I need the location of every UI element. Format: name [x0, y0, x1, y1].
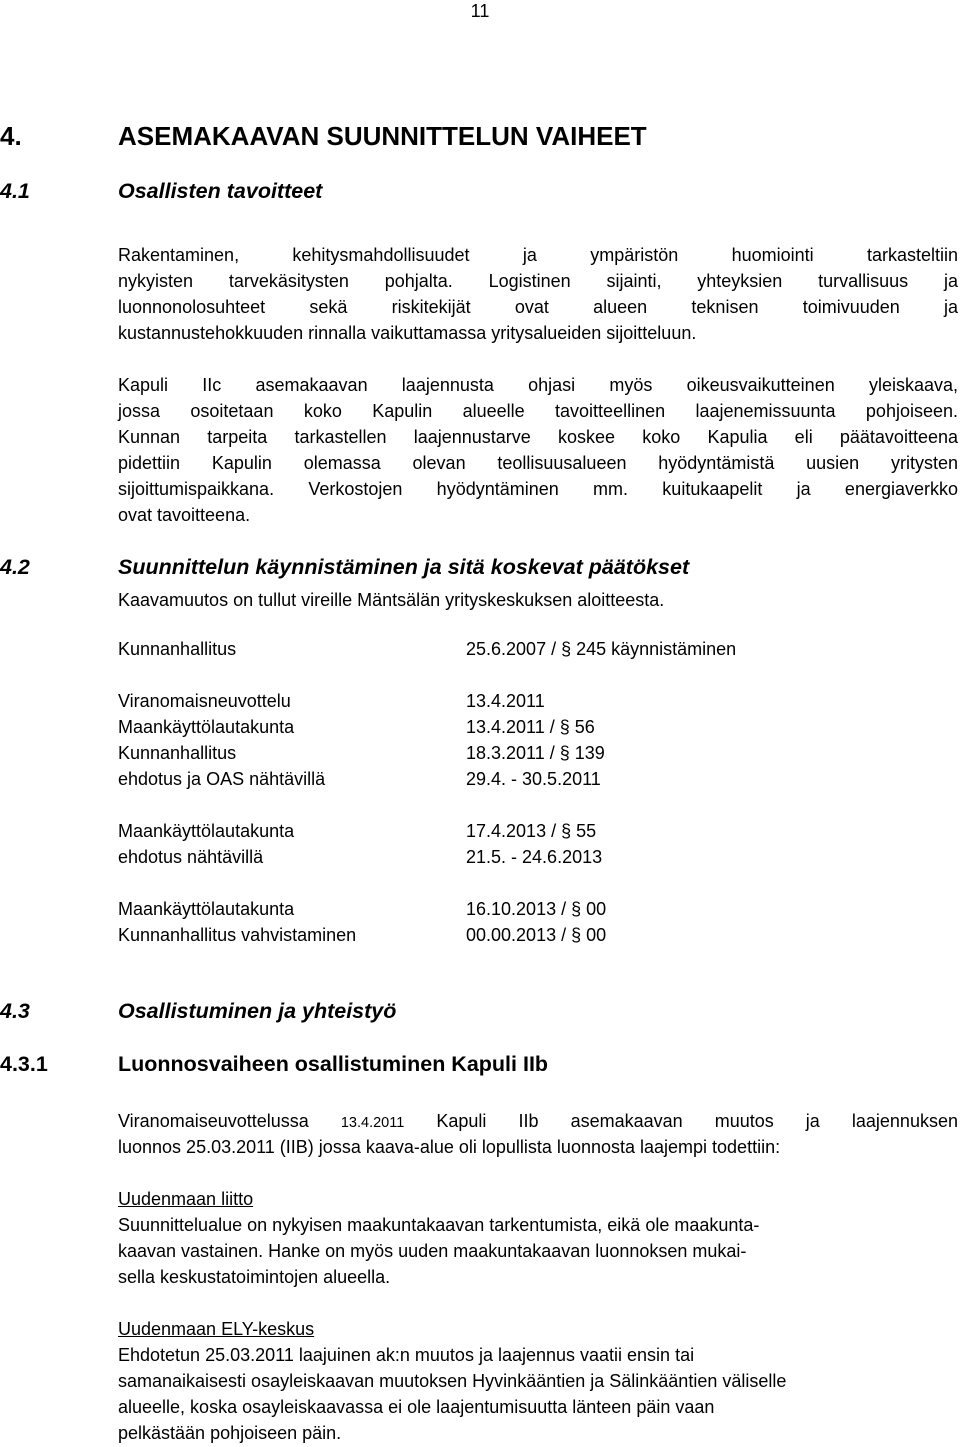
decision-value: 25.6.2007 / § 245 käynnistäminen: [466, 639, 737, 659]
decision-label: Kunnanhallitus: [118, 639, 237, 659]
section-4-3-1-number: 4.3.1: [0, 1052, 48, 1076]
decision-value: 00.00.2013 / § 00: [466, 925, 607, 945]
text-run: Kapuli IIb asemakaavan muutos ja laajennuksen: [436, 1111, 958, 1131]
decision-value: 29.4. - 30.5.2011: [466, 769, 601, 789]
text-line: kustannustehokkuuden rinnalla vaikuttamassa yritysalueiden sijoitteluun.: [118, 323, 697, 343]
decision-value: 21.5. - 24.6.2013: [466, 847, 603, 867]
text-line: alueelle, koska osayleiskaavassa ei ole laajentumisuutta länteen päin vaan: [118, 1397, 715, 1417]
decision-value: 13.4.2011 / § 56: [466, 717, 595, 737]
section-4-1-number: 4.1: [0, 179, 30, 203]
paragraph-liitto: [118, 1212, 759, 1290]
section-4-1-title: Osallisten tavoitteet: [118, 179, 323, 203]
text-line: luonnos 25.03.2011 (IIB) jossa kaava-alue oli lopullista luonnosta laajempi todettiin:: [118, 1137, 781, 1157]
text-run: Viranomaiseuvottelussa: [118, 1111, 309, 1131]
meeting-date: 13.4.2011: [340, 1115, 405, 1131]
text-line: pidettiin Kapulin olemassa olevan teollisuusalueen hyödyntämistä uusien yritysten: [118, 453, 958, 473]
text-line: ovat tavoitteena.: [118, 505, 251, 525]
text-line: Suunnittelualue on nykyisen maakuntakaavan tarkentumista, eikä ole maakunta-: [118, 1215, 760, 1235]
decision-label: Maankäyttölautakunta: [118, 899, 295, 919]
decision-label: ehdotus nähtävillä: [118, 847, 264, 867]
uudenmaan-ely-heading: Uudenmaan ELY-keskus: [118, 1319, 315, 1339]
decision-value: 18.3.2011 / § 139: [466, 743, 605, 763]
chapter-title: ASEMAKAAVAN SUUNNITTELUN VAIHEET: [118, 121, 647, 151]
section-4-3-title: Osallistuminen ja yhteistyö: [118, 999, 397, 1023]
chapter-number: 4.: [0, 121, 22, 151]
section-4-2-title: Suunnittelun käynnistäminen ja sitä koskevat päätökset: [118, 555, 690, 579]
decision-label: Kunnanhallitus vahvistaminen: [118, 925, 357, 945]
decision-value: 17.4.2013 / § 55: [466, 821, 597, 841]
paragraph-consultation: [118, 1108, 958, 1160]
page-number: 11: [470, 1, 490, 21]
paragraph-ely: [118, 1342, 786, 1446]
text-line: nykyisten tarvekäsitysten pohjalta. Logistinen sijainti, yhteyksien turvallisuus ja: [118, 271, 958, 291]
text-line: jossa osoitetaan koko Kapulin alueelle tavoitteellinen laajenemissuunta pohjoiseen.: [118, 401, 958, 421]
text-line: luonnonolosuhteet sekä riskitekijät ovat alueen teknisen toimivuuden ja: [118, 297, 958, 317]
paragraph-goals-1: [118, 242, 958, 346]
decision-value: 16.10.2013 / § 00: [466, 899, 607, 919]
text-line: Kunnan tarpeita tarkastellen laajennustarve koskee koko Kapulia eli päätavoitteena: [118, 427, 958, 447]
text-line: sijoittumispaikkana. Verkostojen hyödyntäminen mm. kuitukaapelit ja energiaverkko: [118, 479, 958, 499]
section-4-2-number: 4.2: [0, 555, 30, 579]
decision-label: Viranomaisneuvottelu: [118, 691, 291, 711]
text-line: [118, 1108, 958, 1134]
text-line: sella keskustatoimintojen alueella.: [118, 1267, 391, 1287]
decision-label: Kunnanhallitus: [118, 743, 237, 763]
text-line: pelkästään pohjoiseen päin.: [118, 1423, 342, 1443]
text-line: Ehdotetun 25.03.2011 laajuinen ak:n muutos ja laajennus vaatii ensin tai: [118, 1345, 695, 1365]
section-4-3-1-title: Luonnosvaiheen osallistuminen Kapuli IIb: [118, 1052, 549, 1076]
decision-value: 13.4.2011: [466, 691, 545, 711]
section-4-2-intro: Kaavamuutos on tullut vireille Mäntsälän yrityskeskuksen aloitteesta.: [118, 590, 665, 610]
text-line: samanaikaisesti osayleiskaavan muutoksen Hyvinkääntien ja Sälinkääntien väliselle: [118, 1371, 787, 1391]
text-line: kaavan vastainen. Hanke on myös uuden maakuntakaavan luonnoksen mukai-: [118, 1241, 747, 1261]
decision-label: ehdotus ja OAS nähtävillä: [118, 769, 326, 789]
decision-label: Maankäyttölautakunta: [118, 821, 295, 841]
uudenmaan-liitto-heading: Uudenmaan liitto: [118, 1189, 254, 1209]
text-line: Kapuli IIc asemakaavan laajennusta ohjasi myös oikeusvaikutteinen yleiskaava,: [118, 375, 958, 395]
text-line: Rakentaminen, kehitysmahdollisuudet ja ympäristön huomiointi tarkasteltiin: [118, 245, 958, 265]
decision-label: Maankäyttölautakunta: [118, 717, 295, 737]
paragraph-goals-2: [118, 372, 958, 528]
section-4-3-number: 4.3: [0, 999, 30, 1023]
